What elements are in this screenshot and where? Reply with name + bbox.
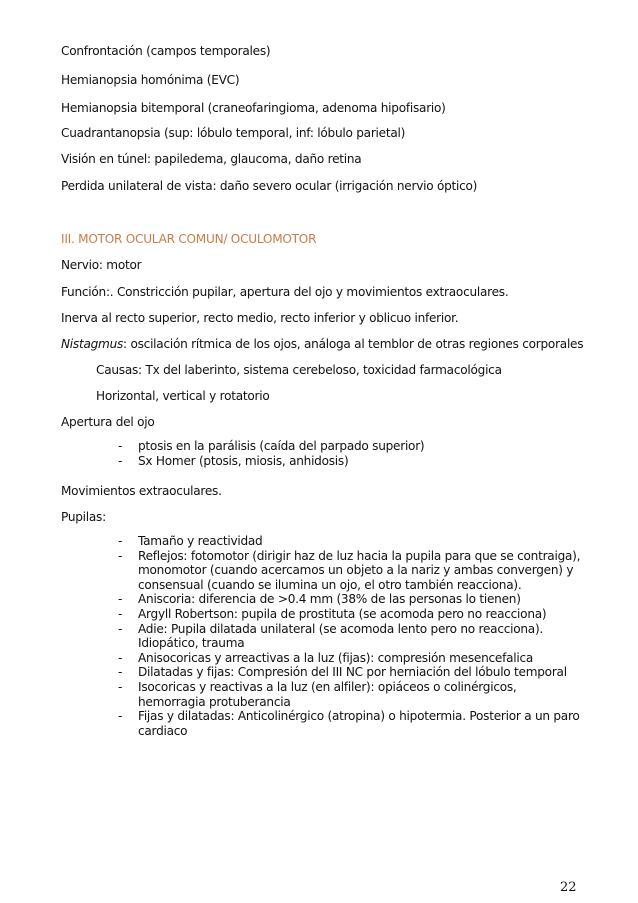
text-line-apertura: Apertura del ojo xyxy=(61,415,155,429)
text-line-hemianopsia-homonima: Hemianopsia homónima (EVC) xyxy=(61,73,240,87)
text-line-pupilas: Pupilas: xyxy=(61,510,106,524)
text-line-inerva: Inerva al recto superior, recto medio, recto inferior y oblicuo inferior. xyxy=(61,311,459,325)
list-dash: - xyxy=(118,621,123,636)
list-dash: - xyxy=(118,650,123,665)
list-dash: - xyxy=(118,592,123,607)
list-dash: - xyxy=(118,534,123,548)
list-dash: - xyxy=(118,679,123,694)
section-heading: III. MOTOR OCULAR COMUN/ OCULOMOTOR xyxy=(61,232,317,246)
list-item: - Sx Homer (ptosis, miosis, anhidosis) xyxy=(118,453,349,468)
text-line-confrontacion: Confrontación (campos temporales) xyxy=(61,44,271,58)
list-item: - Reflejos: fotomotor (dirigir haz de luz hacia la pupila para que se contraiga), monomotor (cuando acercamos un objeto a la nariz y ambas convergen) y consensual (cuando se ilumina un ojo, el otro también reacciona). xyxy=(118,548,581,592)
list-item: - Tamaño y reactividad xyxy=(118,534,263,548)
page-number: 22 xyxy=(560,880,577,895)
text-line-tipos: Horizontal, vertical y rotatorio xyxy=(96,389,270,403)
text-line-nistagmus xyxy=(61,337,583,352)
text-line-movimientos: Movimientos extraoculares. xyxy=(61,484,222,498)
text-line-perdida-unilateral: Perdida unilateral de vista: daño severo ocular (irrigación nervio óptico) xyxy=(61,179,478,193)
nistagmus-definition: : oscilación rítmica de los ojos, análoga al temblor de otras regiones corporales xyxy=(123,337,584,351)
list-dash: - xyxy=(118,439,123,453)
list-dash: - xyxy=(118,709,123,724)
text-line-cuadrantanopsia: Cuadrantanopsia (sup: lóbulo temporal, inf: lóbulo parietal) xyxy=(61,126,406,140)
list-item: - Fijas y dilatadas: Anticolinérgico (atropina) o hipotermia. Posterior a un paro cardiaco xyxy=(118,709,580,738)
list-dash: - xyxy=(118,453,123,468)
text-line-hemianopsia-bitemporal: Hemianopsia bitemporal (craneofaringioma, adenoma hipofisario) xyxy=(61,101,446,115)
text-line-funcion: Función:. Constricción pupilar, apertura del ojo y movimientos extraoculares. xyxy=(61,285,509,299)
list-item: - Aniscoria: diferencia de >0.4 mm (38% de las personas lo tienen) xyxy=(118,592,521,607)
text-line-causas: Causas: Tx del laberinto, sistema cerebeloso, toxicidad farmacológica xyxy=(96,363,502,377)
text-line-vision-tunel: Visión en túnel: papiledema, glaucoma, daño retina xyxy=(61,152,362,166)
list-item: - ptosis en la parálisis (caída del parpado superior) xyxy=(118,439,425,453)
pupilas-list xyxy=(118,534,580,738)
list-dash: - xyxy=(118,665,123,680)
nistagmus-term: Nistagmus xyxy=(61,337,124,351)
list-item: - Dilatadas y fijas: Compresión del III NC por herniación del lóbulo temporal xyxy=(118,665,567,680)
list-dash: - xyxy=(118,548,123,563)
list-item: - Isocoricas y reactivas a la luz (en alfiler): opiáceos o colinérgicos, hemorragia protuberancia xyxy=(118,679,517,709)
text-line-nervio: Nervio: motor xyxy=(61,258,142,272)
list-item: - Argyll Robertson: pupila de prostituta (se acomoda pero no reacciona) xyxy=(118,606,547,621)
list-item: - Anisocoricas y arreactivas a la luz (fijas): compresión mesencefalica xyxy=(118,650,534,665)
list-item: - Adie: Pupila dilatada unilateral (se acomoda lento pero no reacciona). Idiopático, trauma xyxy=(118,621,544,651)
list-dash: - xyxy=(118,606,123,621)
apertura-list xyxy=(118,439,580,468)
